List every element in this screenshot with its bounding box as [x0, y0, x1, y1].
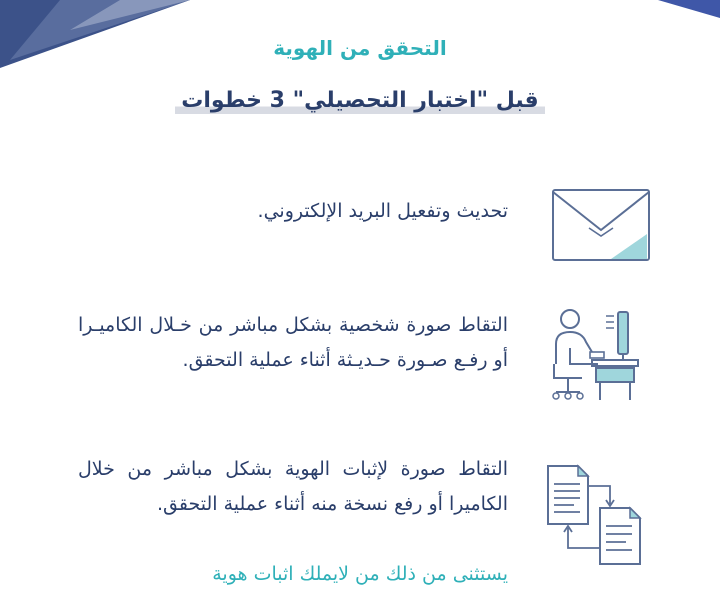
- step-1-text: تحديث وتفعيل البريد الإلكتروني.: [257, 200, 508, 222]
- page-subtitle: قبل "اختبار التحصيلي" 3 خطوات: [175, 88, 544, 115]
- step-2-text: التقاط صورة شخصية بشكل مباشر من خـلال الكاميـرا أو رفـع صـورة حـديـثة أثناء عملية التحقق.: [78, 314, 508, 371]
- exception-note: يستثنى من ذلك من لايملك اثبات هوية: [212, 563, 508, 585]
- documents-icon: [544, 464, 644, 570]
- page-title: التحقق من الهوية: [273, 36, 447, 60]
- envelope-icon: [551, 188, 651, 262]
- step-3-text: التقاط صورة لإثبات الهوية بشكل مباشر من خلال الكاميرا أو رفع نسخة منه أثناء عملية التحقق.: [78, 458, 508, 515]
- subtitle-container: [0, 88, 720, 115]
- corner-decoration-right: [650, 0, 720, 20]
- person-at-computer-icon: [548, 308, 640, 404]
